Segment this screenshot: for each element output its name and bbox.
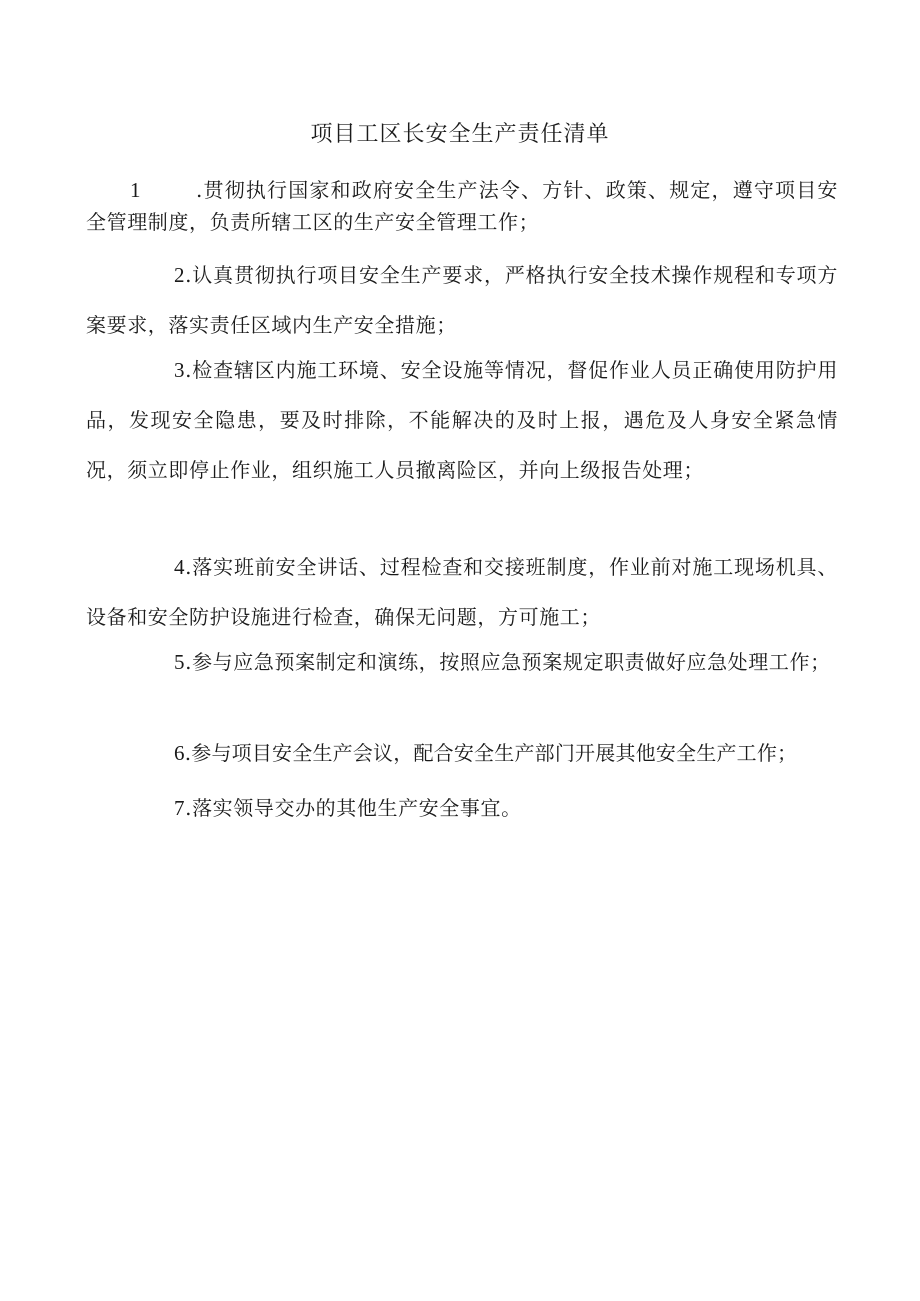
item-number: 7 (174, 796, 186, 820)
item-text: .检查辖区内施工环境、安全设施等情况，督促作业人员正确使用防护用品，发现安全隐患，要及时排除，不能解决的及时上报，遇危及人身安全紧急情况，须立即停止作业，组织施工人员撤离险区，并向上级报告处理； (86, 358, 838, 482)
item-text: .认真贯彻执行项目安全生产要求，严格执行安全技术操作规程和专项方案要求，落实责任区域内生产安全措施； (86, 263, 838, 337)
list-item (86, 174, 838, 238)
item-number: 6 (174, 741, 185, 765)
item-text: .贯彻执行国家和政府安全生产法令、方针、政策、规定，遵守项目安全管理制度，负责所辖工区的生产安全管理工作； (86, 178, 838, 234)
item-number: 2 (174, 263, 186, 287)
item-number: 4 (174, 555, 186, 579)
item-number: 3 (174, 358, 186, 382)
item-text: .落实领导交办的其他生产安全事宜。 (185, 796, 522, 820)
item-text: .参与应急预案制定和演练，按照应急预案规定职责做好应急处理工作； (185, 650, 831, 674)
list-item (86, 542, 838, 642)
item-text: .落实班前安全讲话、过程检查和交接班制度，作业前对施工现场机具、设备和安全防护设施进行检查，确保无问题，方可施工； (86, 555, 838, 629)
page-title: 项目工区长安全生产责任清单 (310, 122, 610, 147)
item-number: 5 (174, 650, 186, 674)
list-item (86, 250, 838, 350)
item-number: 1 (130, 178, 142, 202)
list-item (86, 345, 838, 495)
item-text: .参与项目安全生产会议，配合安全生产部门开展其他安全生产工作； (184, 741, 798, 765)
list-item (86, 789, 838, 827)
list-item (86, 734, 838, 772)
list-item (86, 637, 838, 687)
